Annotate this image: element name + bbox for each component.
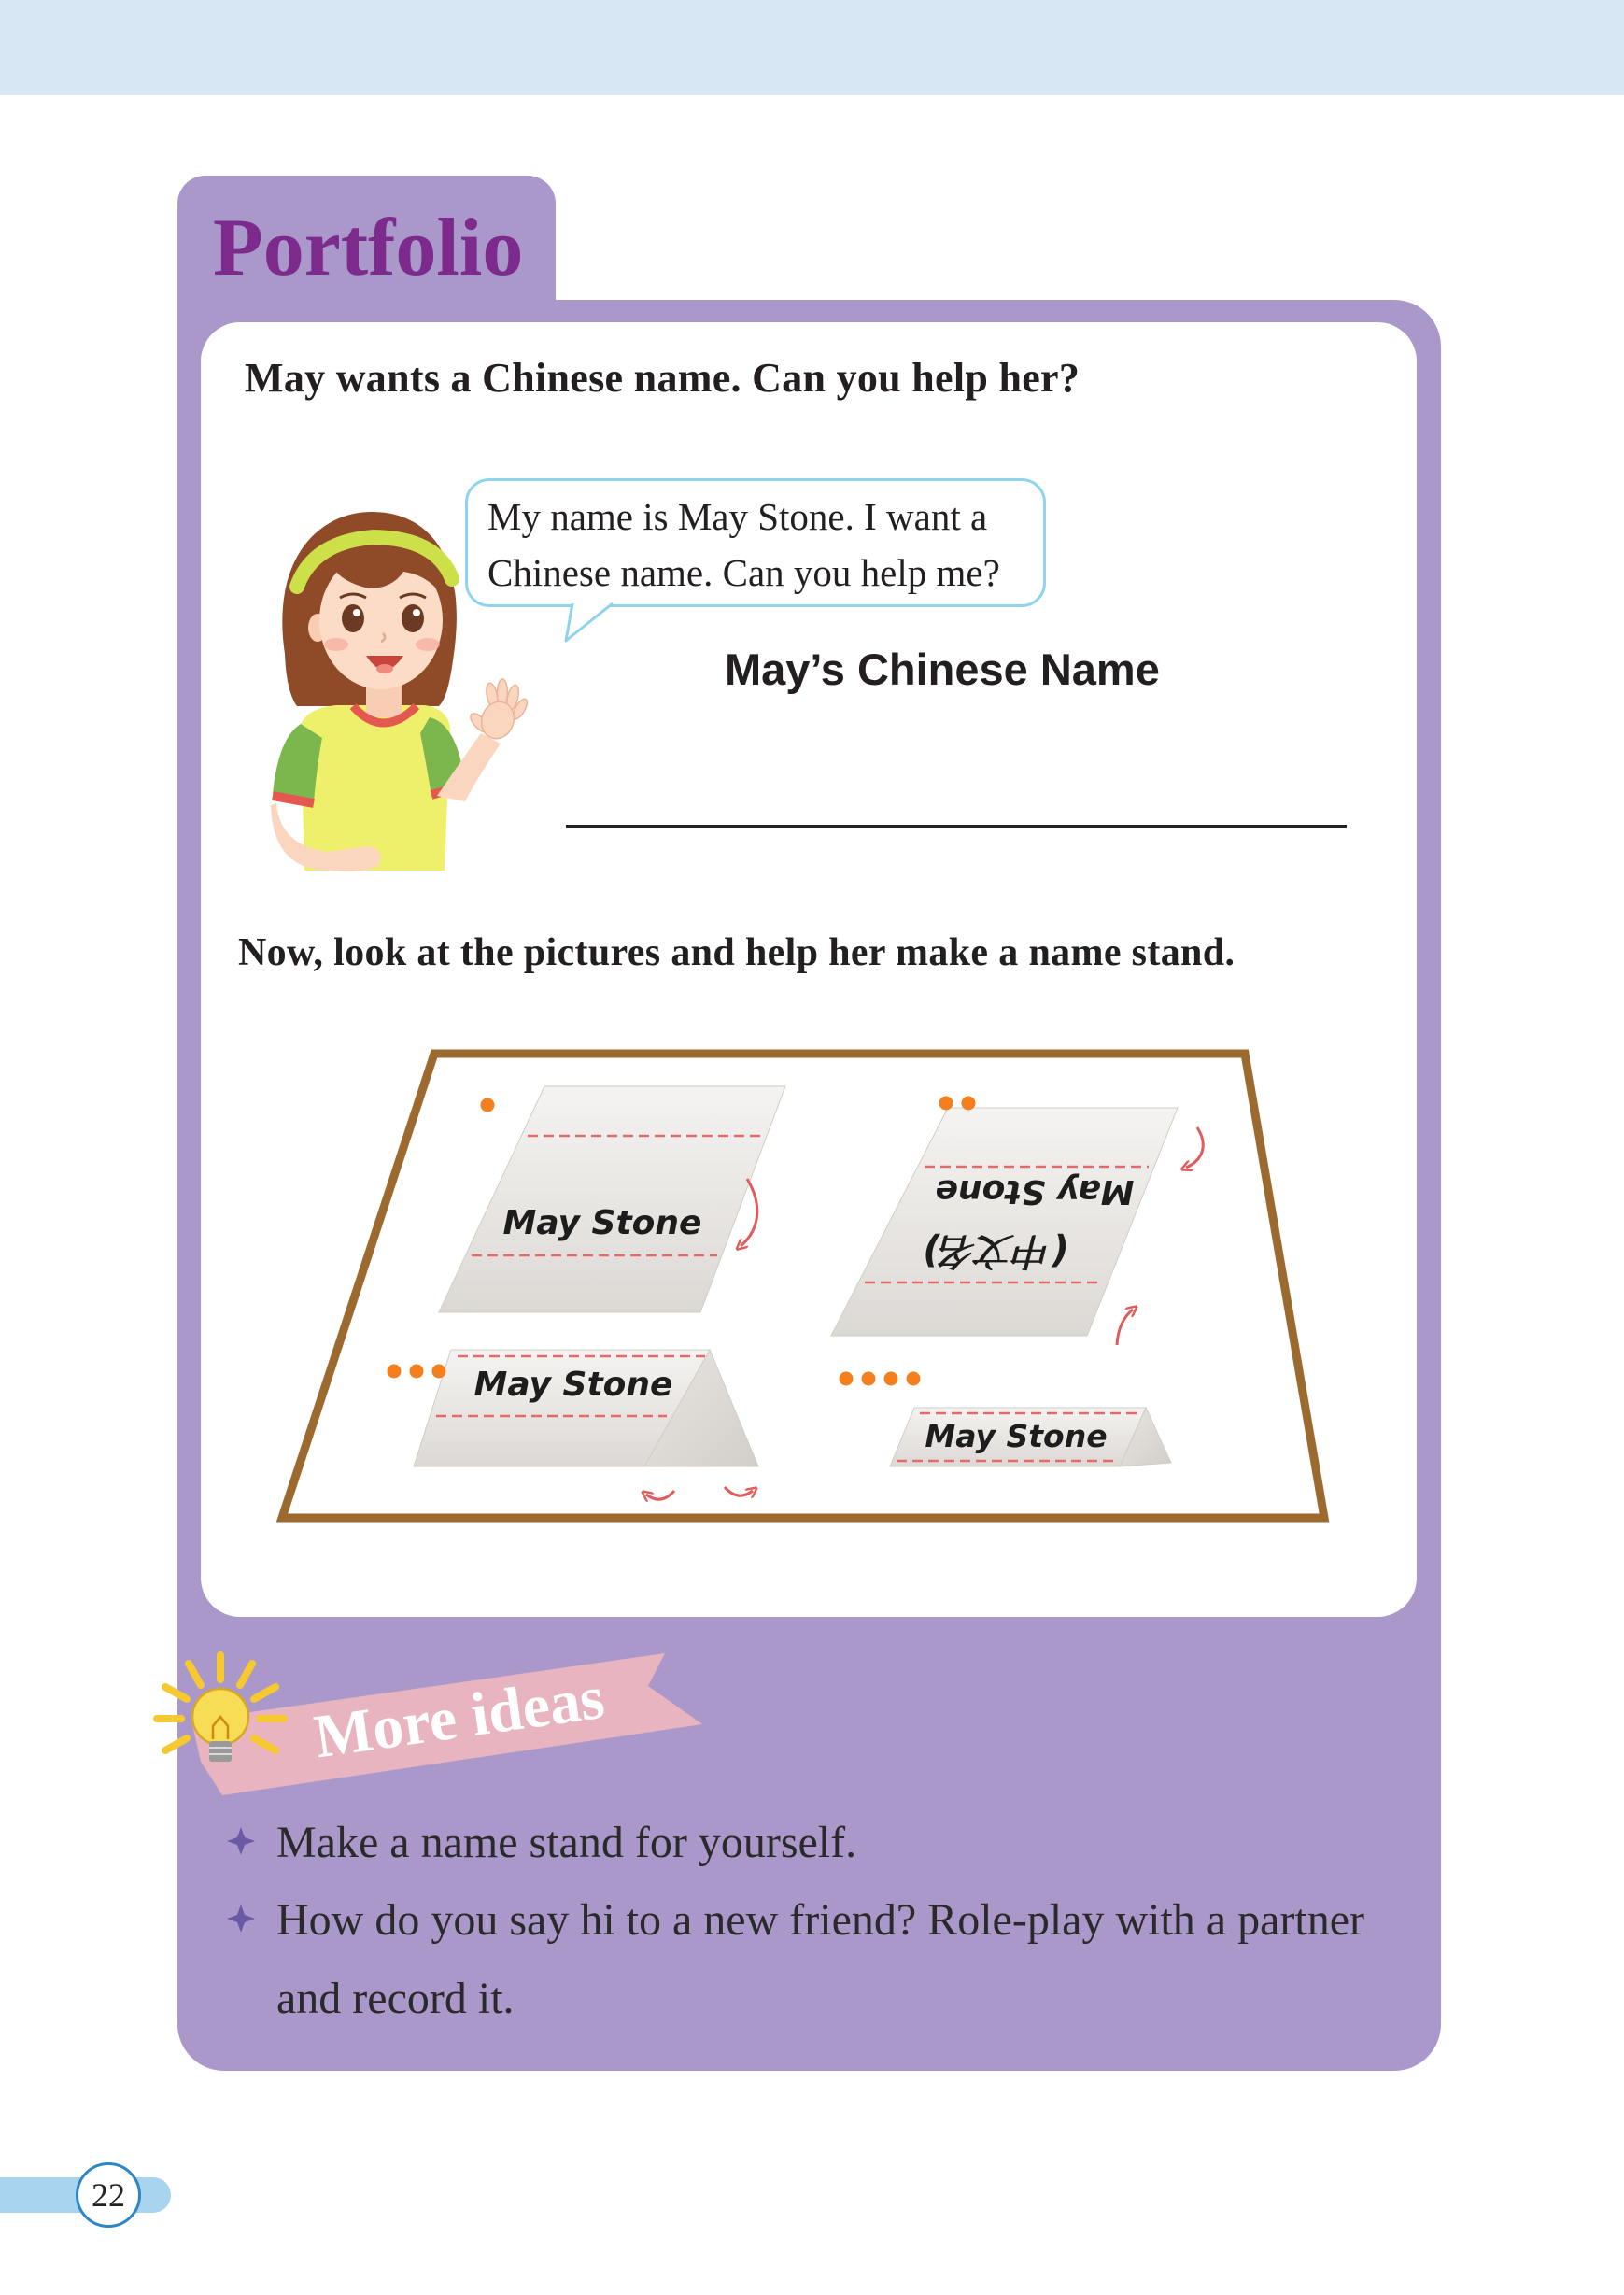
speech-bubble-line: Chinese name. Can you help me? [487, 551, 1000, 594]
instruction-text: Now, look at the pictures and help her make a name stand. [238, 931, 1236, 974]
top-header-band [0, 0, 1624, 95]
chinese-name-answer-line[interactable] [566, 825, 1347, 828]
step-2-dot [962, 1097, 976, 1111]
name-stand-steps-illustration [271, 1041, 1335, 1532]
chinese-name-label: May’s Chinese Name [725, 645, 1160, 694]
more-ideas-item: How do you say hi to a new friend? Role-play with a partner [276, 1895, 1365, 1945]
girl-cheek [324, 638, 348, 651]
step-3-dot [432, 1365, 446, 1379]
star-icon [224, 1824, 258, 1858]
more-ideas-item: Make a name stand for yourself. [276, 1818, 857, 1867]
more-ideas-item-continued: and record it. [276, 1974, 515, 2023]
girl-cheek [416, 638, 440, 651]
speech-bubble-tail [556, 598, 621, 649]
more-ideas-banner [131, 1625, 738, 1812]
girl-tongue [376, 664, 393, 673]
step-3-dot [410, 1365, 424, 1379]
step-1-dot [481, 1098, 495, 1112]
step-2-card-text-upside-down: May Stone [935, 1172, 1135, 1211]
step-3-card-text: May Stone [473, 1366, 673, 1404]
step-4-card-text: May Stone [925, 1418, 1108, 1454]
step-1-card-text: May Stone [502, 1204, 702, 1242]
speech-bubble-line: My name is May Stone. I want a [487, 495, 988, 538]
lightbulb-icon [157, 1655, 284, 1762]
girl-waving-hand [468, 679, 530, 744]
page-number: 22 [76, 2162, 141, 2228]
step-4-dot [884, 1372, 898, 1386]
task-prompt: May wants a Chinese name. Can you help her? [245, 355, 1080, 401]
more-ideas-title: More ideas [310, 1663, 609, 1772]
girl-left-sleeve [273, 724, 322, 801]
step-2-chinese-name-upside-down: (中文名) [922, 1229, 1069, 1272]
step-4-dot [840, 1372, 854, 1386]
portfolio-title: Portfolio [213, 203, 524, 293]
step-2-dot [939, 1097, 953, 1111]
step-4-dot [862, 1372, 876, 1386]
step-3-dot [388, 1365, 402, 1379]
step-4-paper [890, 1408, 1171, 1466]
star-icon [224, 1902, 258, 1935]
step-4-dot [907, 1372, 921, 1386]
